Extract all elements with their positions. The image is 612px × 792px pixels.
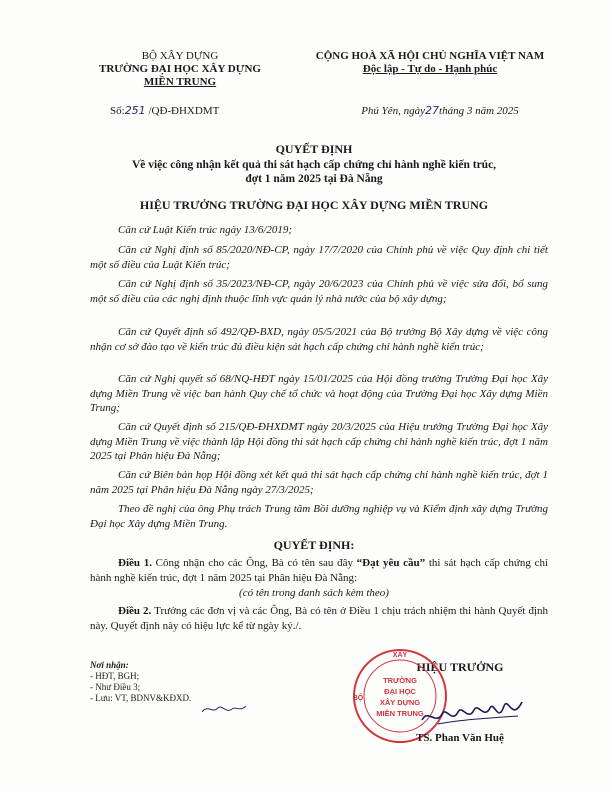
preamble-item: Theo đề nghị của ông Phụ trách Trung tâm Bồi dưỡng nghiệp vụ và Kiểm định xây dựng Trường Đại học Xây dựng Miền Trung. (90, 503, 548, 530)
header-right (285, 50, 575, 76)
article-1-label: Điều 1. (118, 557, 152, 569)
article-1-note: (có tên trong danh sách kèm theo) (239, 587, 389, 599)
issuing-authority: HIỆU TRƯỞNG TRƯỜNG ĐẠI HỌC XÂY DỰNG MIỀN TRUNG (139, 198, 489, 212)
subject-line1: Về việc công nhận kết quả thi sát hạch cấp chứng chỉ hành nghề kiến trúc, (131, 159, 497, 171)
preamble-item: Căn cứ Nghị định số 35/2023/NĐ-CP, ngày 20/6/2023 của Chính phủ về việc sửa đổi, bổ sung một số điều của các nghị định thuộc lĩnh vực quản lý nhà nước của bộ xây dựng; (90, 278, 548, 305)
seal-line4: MIỀN TRUNG (376, 709, 424, 718)
preamble-item: Căn cứ Luật Kiến trúc ngày 13/6/2019; (118, 224, 293, 236)
school-name-line1: TRƯỜNG ĐẠI HỌC XÂY DỰNG (99, 63, 261, 75)
seal-line2: ĐẠI HỌC (384, 687, 416, 696)
recipient-item: - Như Điều 3; (90, 682, 141, 692)
number-prefix: Số: (110, 105, 125, 117)
document-number (110, 104, 290, 118)
preamble-item: Căn cứ Quyết định số 492/QĐ-BXD, ngày 05/5/2021 của Bộ trưởng Bộ Xây dựng về việc công nhận cơ sở đào tạo về kiến trúc đủ điều kiện sát hạch cấp chứng chỉ hành nghề kiến trúc; (90, 326, 548, 353)
subject-line2: đợt 1 năm 2025 tại Đà Nẵng (245, 173, 383, 185)
national-motto: Độc lập - Tự do - Hạnh phúc (362, 63, 498, 75)
article-1-highlight: “Đạt yêu cầu” (356, 557, 426, 569)
date-prefix: Phú Yên, ngày (361, 105, 426, 117)
initials-scribble (200, 700, 250, 718)
signer-title: HIỆU TRƯỞNG (416, 660, 504, 674)
date-suffix: tháng 3 năm 2025 (439, 105, 519, 117)
recipient-item: - HĐT, BGH; (90, 671, 140, 681)
country-name: CỘNG HOÀ XÃ HỘI CHỦ NGHĨA VIỆT NAM (315, 50, 545, 62)
seal-side-text: BỘ (352, 695, 364, 702)
preamble-item: Căn cứ Quyết định số 215/QĐ-ĐHXDMT ngày 20/3/2025 của Hiệu trưởng Trường Đại học Xây dựng Miền Trung về việc thành lập Hội đồng thi sát hạch cấp chứng chỉ hành nghề kiến trúc, đợt 1 năm 2025 tại Phân hiệu Đà Nẵng; (90, 421, 548, 462)
header-left (90, 50, 270, 89)
article-2-label: Điều 2. (118, 605, 152, 617)
handwritten-day: 27 (425, 104, 440, 117)
preamble-item: Căn cứ Nghị định số 85/2020/NĐ-CP, ngày 17/7/2020 của Chính phủ về việc Quy định chi tiết một số điều của Luật Kiến trúc; (90, 244, 548, 271)
preamble-item: Căn cứ Nghị quyết số 68/NQ-HĐT ngày 15/01/2025 của Hội đồng trường Trường Đại học Xây dựng Miền Trung về việc ban hành Quy chế tổ chức và hoạt động của Trường Đại học Xây dựng Miền Trung; (90, 373, 548, 414)
document-subject (80, 158, 548, 186)
handwritten-signature (418, 690, 528, 734)
decision-heading: QUYẾT ĐỊNH: (273, 538, 355, 552)
recipients-heading: Nơi nhận: (90, 660, 129, 670)
issue-date (310, 104, 570, 118)
school-name-line2: MIỀN TRUNG (143, 76, 217, 88)
recipient-item: - Lưu: VT, BDNV&KĐXD. (90, 693, 192, 703)
handwritten-number: 251 (124, 104, 146, 117)
seal-top-text: XÂY (392, 652, 408, 659)
article-1: Điều 1. Công nhận cho các Ông, Bà có tên sau đây “Đạt yêu cầu” thi sát hạch cấp chứng chỉ hành nghề kiến trúc, đợt 1 năm 2025 tại Phân hiệu Đà Nẵng: (90, 557, 549, 584)
number-suffix: /QĐ-ĐHXDMT (148, 105, 220, 117)
seal-line1: TRƯỜNG (383, 676, 417, 685)
seal-line3: XÂY DỰNG (379, 698, 421, 707)
ministry-name: BỘ XÂY DỰNG (141, 50, 219, 62)
document-type-title: QUYẾT ĐỊNH (275, 142, 353, 156)
preamble-item: Căn cứ Biên bản họp Hội đồng xét kết quả thi sát hạch cấp chứng chỉ hành nghề kiến trúc, đợt 1 năm 2025 tại Phân hiệu Đà Nẵng ngày 27/3/2025; (90, 469, 548, 496)
signer-name: TS. Phan Văn Huệ (416, 732, 504, 744)
article-2: Điều 2. Trưởng các đơn vị và các Ông, Bà có tên ở Điều 1 chịu trách nhiệm thi hành Quyết định này. Quyết định này có hiệu lực kể từ ngày ký./. (90, 605, 548, 632)
recipients-block (90, 660, 270, 704)
